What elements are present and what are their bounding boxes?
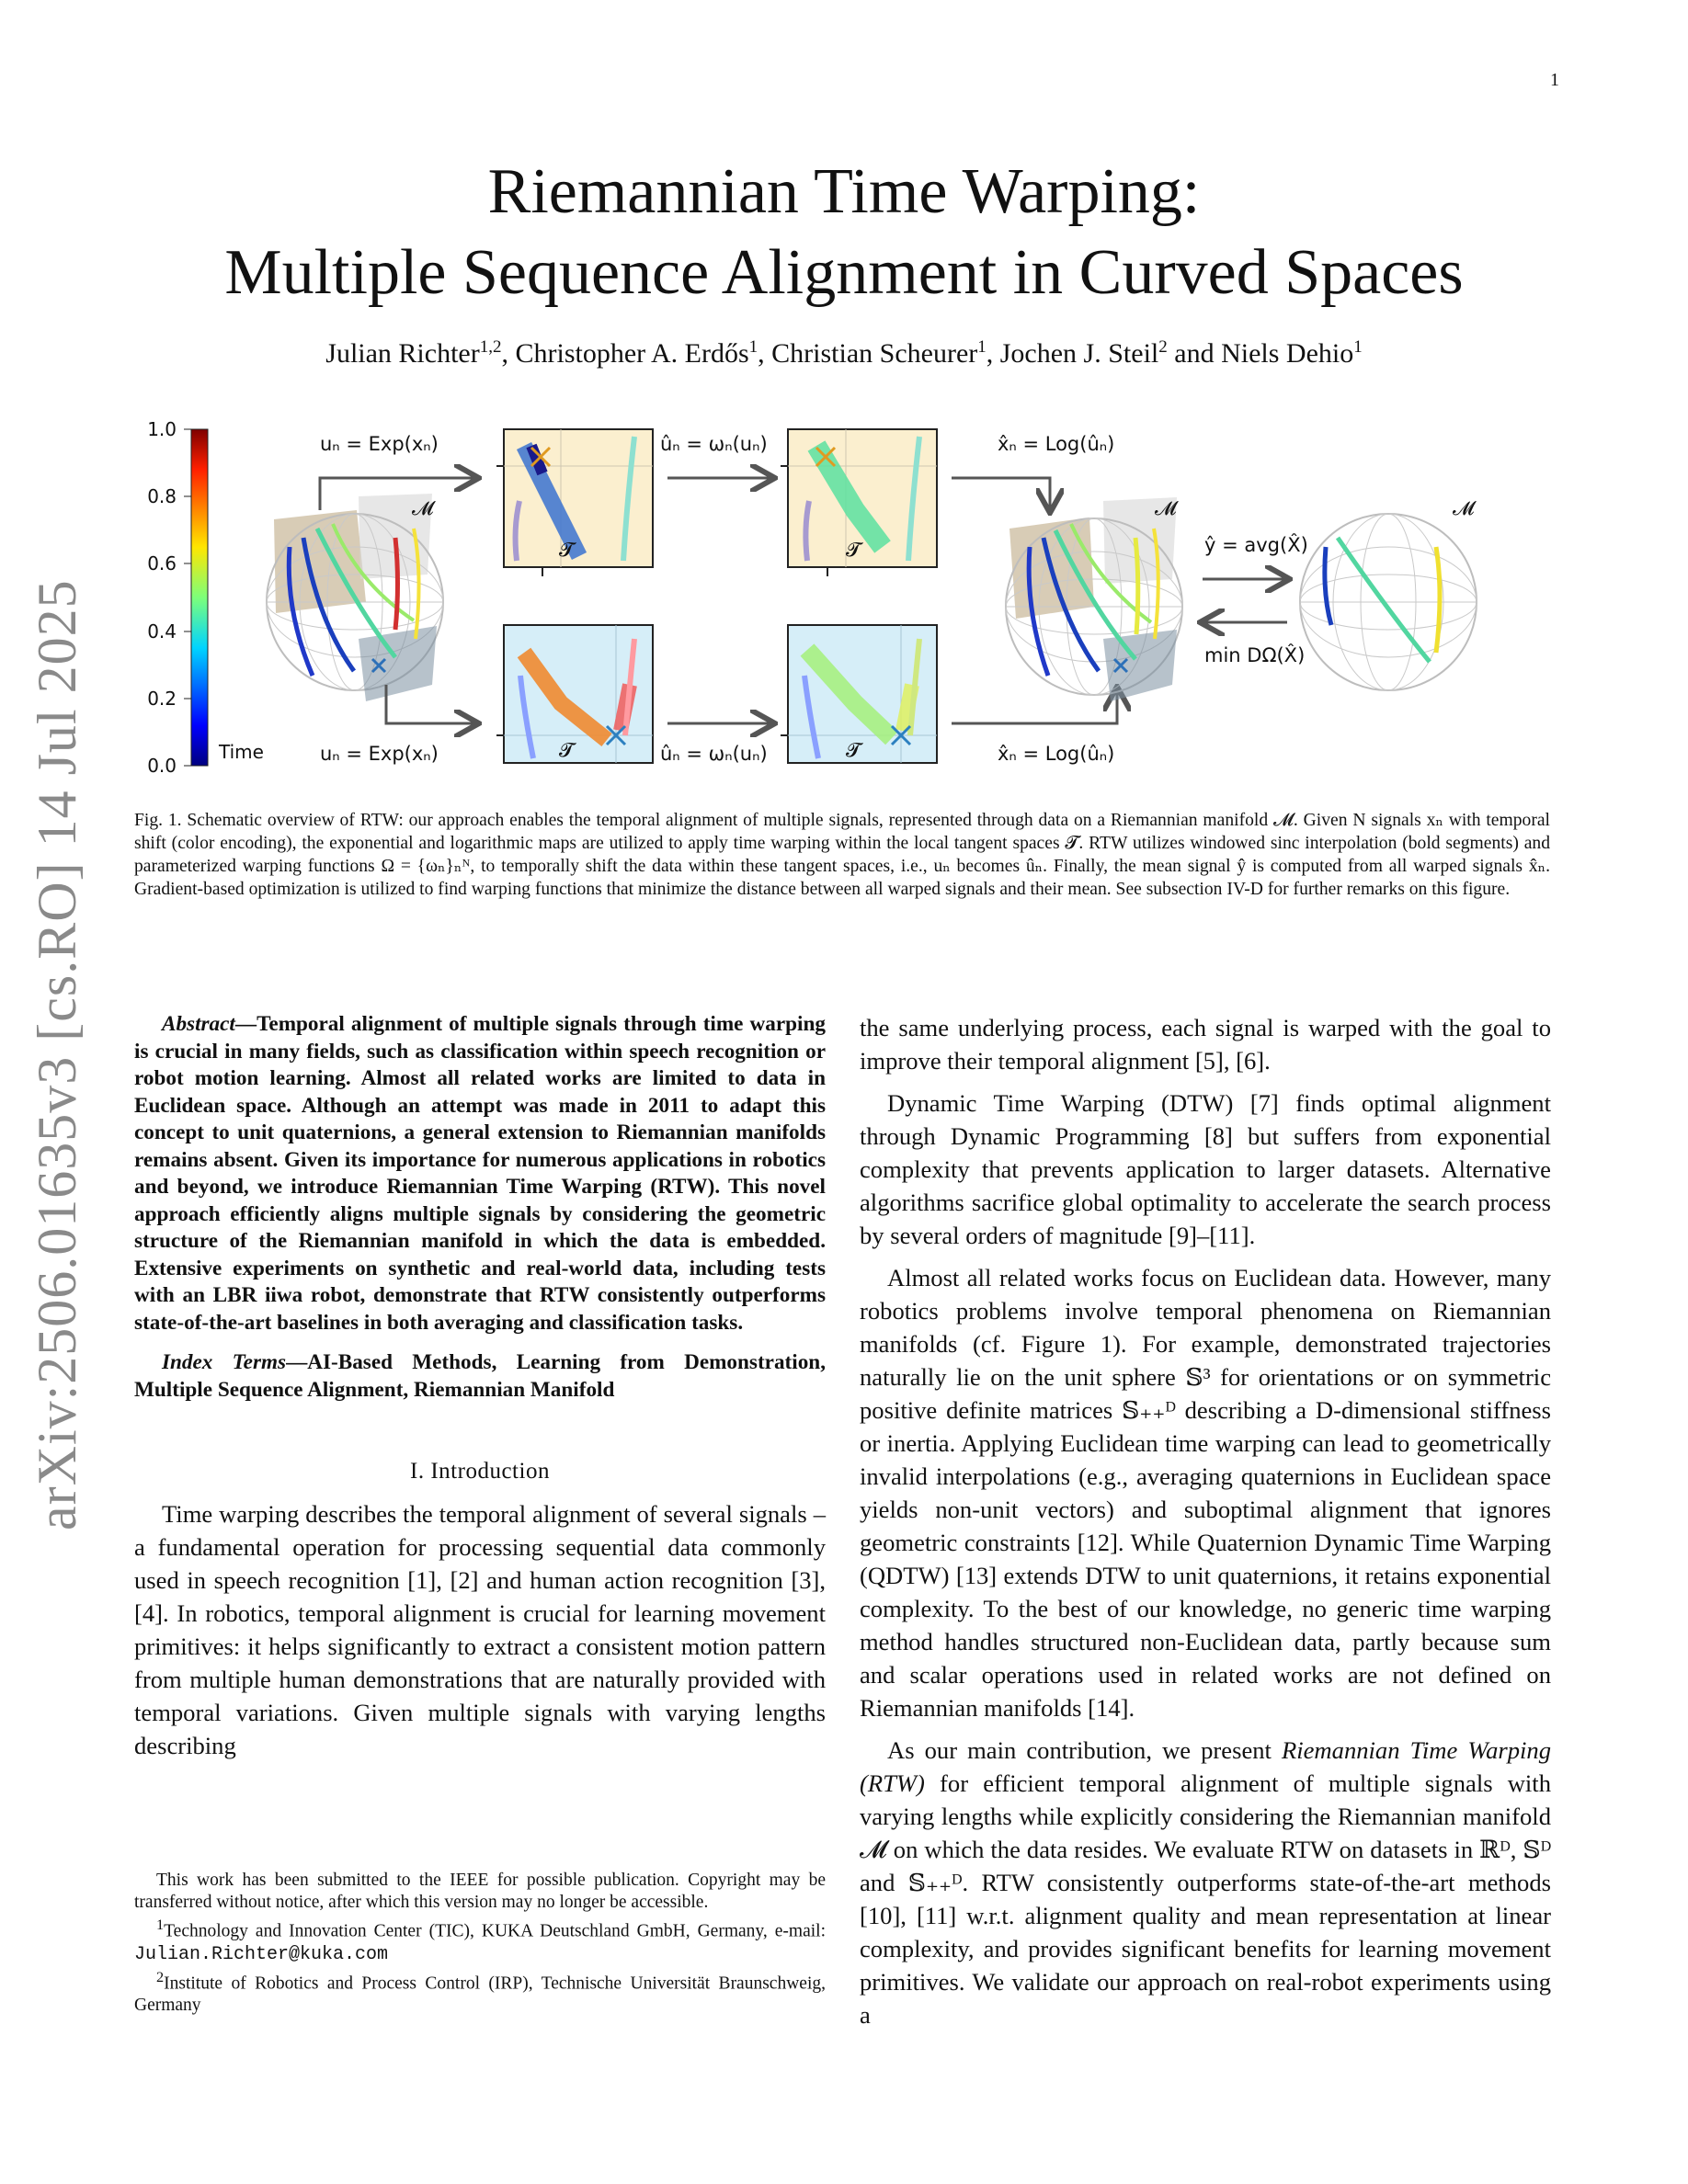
svg-text:𝓣: 𝓣 — [559, 739, 575, 761]
colorbar-label: Time — [219, 741, 264, 763]
index-terms — [134, 1349, 826, 1404]
abstract — [134, 1011, 826, 1337]
figure-caption: Fig. 1. Schematic overview of RTW: our approach enables the temporal alignment of multiple signals, represented through data on a Riemannian manifold 𝓜. Given N signals xₙ with temporal shift (color encoding), the exponential and logarithmic maps are utilized to apply time warping within the local tangent spaces 𝓣. RTW utilizes windowed sinc interpolation (bold segments) and parameterized warping functions Ω = {ωₙ}ₙᴺ, to temporally shift the data within these tangent spaces, i.e., uₙ becomes ûₙ. Finally, the mean signal ŷ is computed from all warped signals x̂ₙ. Gradient-based optimization is utilized to find warping functions that minimize the distance between all warped signals and their mean. See subsection IV-D for further remarks on this figure. — [134, 811, 1550, 899]
method-name-emphasis: Riemannian Time Warping (RTW) — [860, 1736, 1551, 1797]
title-line-2: Multiple Sequence Alignment in Curved Spaces — [224, 237, 1464, 308]
author: Jochen J. Steil$^2$ and — [999, 337, 1222, 369]
arxiv-identifier: arXiv:2506.01635v3 [cs.RO] 14 Jul 2025 — [27, 579, 87, 1530]
warp-arrow-bottom — [660, 723, 772, 765]
svg-text:𝓣: 𝓣 — [846, 739, 861, 761]
colorbar-tick — [147, 755, 191, 777]
equation-average: ŷ = avg(X̂) — [1204, 534, 1308, 556]
footnotes — [134, 1870, 826, 2017]
section-heading-introduction: I. Introduction — [410, 1459, 550, 1484]
left-column — [134, 1011, 826, 1771]
colorbar-tick — [147, 418, 191, 440]
footnote-submission: This work has been submitted to the IEEE for possible publication. Copyright may be transferred without notice, after which this version may no longer be accessible. — [134, 1871, 826, 1912]
tangent-space-panel-bottom-1 — [496, 625, 653, 763]
svg-text:1.0: 1.0 — [147, 418, 177, 440]
author-email: Julian.Richter@kuka.com — [134, 1943, 389, 1965]
manifold-sphere-mean — [1300, 497, 1477, 690]
intro-paragraph-continued: the same underlying process, each signal is warped with the goal to improve their temporal alignment [5], [6]. — [860, 1014, 1551, 1075]
author-list — [0, 337, 1688, 370]
equation-warp-bottom: ûₙ = ωₙ(uₙ) — [660, 743, 768, 765]
exp-map-arrow-bottom — [320, 685, 476, 765]
figure-1-graphic — [120, 409, 1554, 777]
equation-warp-top: ûₙ = ωₙ(uₙ) — [660, 433, 768, 455]
abstract-text: —Temporal alignment of multiple signals through time warping is crucial in many fields, such as classification within speech recognition or robot motion learning. Almost all related works are limited to data in Euclidean space. Although an attempt was made in 2011 to adapt this concept to unit quaternions, a general extension to Riemannian manifolds remains absent. Given its importance for numerous applications in robotics and beyond, we introduce Riemannian Time Warping (RTW). This novel approach efficiently aligns multiple signals by considering the geometric structure of the Riemannian manifold in which the data is embedded. Extensive experiments on synthetic and real-world data, including tests with an LBR iiwa robot, demonstrate that RTW consistently outperforms state-of-the-art baselines in both averaging and classification tasks. — [134, 1012, 826, 1335]
svg-text:0.0: 0.0 — [147, 755, 177, 777]
colorbar-tick — [147, 688, 191, 710]
colorbar-tick — [147, 485, 191, 507]
svg-text:0.2: 0.2 — [147, 688, 177, 710]
footnote-affiliation-2: $^2$Institute of Robotics and Process Control (IRP), Technische Universität Braunschweig, Germany — [134, 1968, 826, 2015]
author: Niels Dehio$^1$ — [1221, 337, 1363, 369]
index-terms-text: —AI-Based Methods, Learning from Demonstration, Multiple Sequence Alignment, Riemannian Manifold — [134, 1350, 827, 1402]
average-arrow — [1203, 533, 1308, 579]
equation-exp-top: uₙ = Exp(xₙ) — [320, 433, 439, 455]
tangent-space-panel-top-2 — [781, 429, 937, 576]
svg-text:𝓣: 𝓣 — [559, 539, 575, 561]
equation-log-bottom: x̂ₙ = Log(ûₙ) — [998, 743, 1115, 765]
svg-text:0.6: 0.6 — [147, 552, 177, 574]
footnote-affiliation-1: $^1$Technology and Innovation Center (TIC), KUKA Deutschland GmbH, Germany, e-mail: Julian.Richter@kuka.com — [134, 1917, 826, 1965]
svg-text:𝓣: 𝓣 — [846, 539, 861, 561]
log-map-arrow-top — [952, 433, 1114, 510]
colorbar-tick — [147, 620, 191, 643]
manifold-sphere-left — [267, 494, 443, 701]
author: Julian Richter$^{1,2}$, — [325, 337, 516, 369]
figure-1-schematic — [120, 409, 1554, 777]
manifold-sphere-middle — [1006, 497, 1182, 701]
tangent-space-panel-top-1 — [496, 429, 653, 576]
right-column — [860, 1011, 1551, 2041]
svg-text:𝓜: 𝓜 — [1453, 497, 1475, 519]
log-map-arrow-bottom — [952, 689, 1117, 765]
intro-paragraph-dtw: Dynamic Time Warping (DTW) [7] finds optimal alignment through Dynamic Programming [8] but suffers from exponential complexity that prevents application to larger datasets. Alternative algorithms sacrifice global optimality to accelerate the search process by several orders of magnitude [9]–[11]. — [860, 1089, 1551, 1249]
colorbar — [147, 418, 264, 777]
paper-title — [0, 152, 1688, 313]
minimize-arrow — [1203, 622, 1305, 666]
equation-exp-bottom: uₙ = Exp(xₙ) — [320, 743, 439, 765]
index-terms-label: Index Terms — [162, 1350, 287, 1374]
page-number: 1 — [1550, 70, 1559, 90]
svg-text:0.4: 0.4 — [147, 620, 177, 643]
label-manifold: 𝓜 — [412, 497, 434, 519]
author: Christian Scheurer$^1$, — [771, 337, 1000, 369]
intro-paragraph-contribution: As our main contribution, we present Riemannian Time Warping (RTW) for efficient temporal alignment of multiple signals with varying lengths while explicitly considering the Riemannian manifold 𝓜 on which the data resides. We evaluate RTW on datasets in ℝᴰ, 𝕊ᴰ and 𝕊₊₊ᴰ. RTW consistently outperforms state-of-the-art methods [10], [11] w.r.t. alignment quality and mean representation at linear complexity, and provides significant benefits for learning movement primitives. We validate our approach on real-robot experiments using a — [860, 1736, 1551, 2029]
warp-arrow-top — [660, 433, 772, 478]
title-line-1: Riemannian Time Warping: — [487, 156, 1201, 227]
svg-text:0.8: 0.8 — [147, 485, 177, 507]
equation-log-top: x̂ₙ = Log(ûₙ) — [998, 433, 1115, 455]
svg-text:𝓜: 𝓜 — [1155, 497, 1177, 519]
abstract-label: Abstract — [162, 1012, 235, 1036]
equation-minimize: min DΩ(X̂) — [1204, 644, 1306, 666]
tangent-space-panel-bottom-2 — [781, 625, 937, 763]
colorbar-tick — [147, 552, 191, 574]
intro-paragraph-1: Time warping describes the temporal alignment of several signals – a fundamental operation for processing sequential data commonly used in speech recognition [1], [2] and human action recognition [3], [4]. In robotics, temporal alignment is crucial for learning movement primitives: it helps significantly to extract a consistent motion pattern from multiple human demonstrations that are naturally provided with temporal variations. Given multiple signals with varying lengths describing — [134, 1500, 826, 1759]
intro-paragraph-manifolds: Almost all related works focus on Euclidean data. However, many robotics problems involve temporal phenomena on Riemannian manifolds (cf. Figure 1). For example, demonstrated trajectories naturally lie on the unit sphere 𝕊³ for orientations or on symmetric positive definite matrices 𝕊₊₊ᴰ describing a D-dimensional stiffness or inertia. Applying Euclidean time warping can lead to geometrically invalid interpolations (e.g., averaging quaternions in Euclidean space yields non-unit vectors) and suboptimal alignment that ignores geometric constraints [12]. While Quaternion Dynamic Time Warping (QDTW) [13] extends DTW to unit quaternions, it retains exponential complexity. To the best of our knowledge, no generic time warping method handles structured non-Euclidean data, partly because sum and scalar operations used in related works are not defined on Riemannian manifolds [14]. — [860, 1264, 1551, 1722]
author: Christopher A. Erdős$^1$, — [515, 337, 772, 369]
